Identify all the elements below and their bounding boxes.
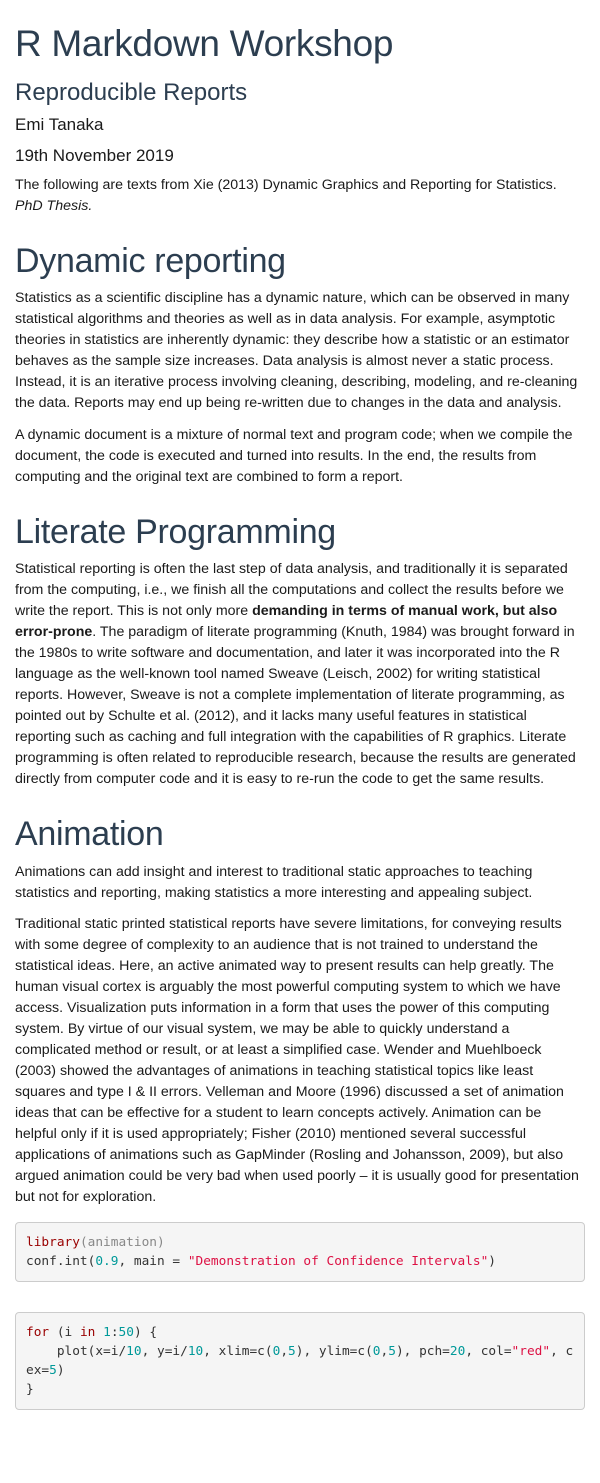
code-number: 5	[388, 1344, 396, 1360]
literate-text-1: Statistical reporting is often the last step of data analysis, and traditionally it is separated from the computing, i.e., we finish all the computations and collect the results before we write the report. This is not only more	[15, 561, 568, 620]
intro-text: The following are texts from Xie (2013) Dynamic Graphics and Reporting for Statistics.	[15, 177, 557, 194]
code-text: , cex=	[26, 1344, 574, 1379]
code-number: 10	[126, 1344, 142, 1360]
code-text: )	[488, 1254, 497, 1270]
code-text: , col=	[465, 1344, 512, 1360]
author: Emi Tanaka	[15, 115, 104, 135]
code-keyword: for	[26, 1325, 50, 1341]
code-block-2[interactable]	[15, 1312, 585, 1410]
code-number: 0.9	[95, 1254, 119, 1270]
animation-paragraph-1: Animations can add insight and interest to traditional static approaches to teaching statistics and reporting, making statistics a more interesting and appealing subject.	[15, 863, 533, 901]
code-string: "Demonstration of Confidence Intervals"	[187, 1254, 489, 1270]
code-text: (i	[49, 1325, 80, 1341]
code-number: 1	[103, 1325, 111, 1341]
code-number: 50	[118, 1325, 134, 1341]
code-text: :	[110, 1325, 119, 1341]
code-text: , main =	[118, 1254, 188, 1270]
intro-italic: PhD Thesis.	[15, 198, 93, 215]
literate-paragraph-1	[15, 559, 585, 790]
literate-bold-text: demanding in terms of manual work, but also error-prone	[15, 603, 558, 641]
code-text: ,	[380, 1344, 389, 1360]
document-subtitle: Reproducible Reports	[15, 78, 248, 106]
code-text: }	[26, 1382, 34, 1398]
dynamic-paragraph-1: Statistics as a scientific discipline has a dynamic nature, which can be observed in many statistical algorithms and theories as well as in data analysis. For example, asymptotic theories in statistics are inherently dynamic: they describe how a statistic or an estimator behaves as the sample size increases. Data analysis is almost never a static process. Instead, it is an iterative process involving cleaning, describing, modeling, and re-cleaning the data. Reports may end up being re-written due to changes in the data and analysis.	[15, 290, 578, 412]
code-text: plot(x=i/	[56, 1344, 127, 1360]
code-number: 20	[449, 1344, 466, 1360]
code-text: ), ylim=c(	[295, 1344, 373, 1360]
code-number: 5	[49, 1363, 57, 1379]
animation-paragraph-2: Traditional static printed statistical reports have severe limitations, for conveying results with some degree of complexity to an audience that is not trained to understand the statistical ideas. Here, an active animated way to present results can help greatly. The human visual cortex is arguably the most powerful computing system to which we have access. Visualization puts information in a form that uses the power of this computing system. By virtue of our visual system, we may be able to quickly understand a complicated method or result, or at least a simplified case. Wender and Muehlboeck (2003) showed the advantages of animations in teaching statistical topics like least squares and type I & II errors. Velleman and Moore (1996) discussed a set of animation ideas that can be effective for a student to learn concepts actively. Animation can be helpful only if it is used appropriately; Fisher (2010) mentioned several successful applications of animations such as GapMinder (Rosling and Johansson, 2009), but also argued animation could be very bad when used poorly – it is usually good for presentation but not for exploration.	[15, 916, 579, 1206]
code-string: "red"	[511, 1344, 551, 1360]
literate-text-2: . The paradigm of literate programming (Knuth, 1984) was brought forward in the 1980s to write software and documentation, and later it was incorporated into the R language as the well-known tool named Sweave (Leisch, 2002) for writing statistical reports. However, Sweave is not a complete implementation of literate programming, as pointed out by Schulte et al. (2012), and it lacks many useful features in statistical reporting such as caching and full integration with the capabilities of R graphics. Literate programming is often related to reproducible research, because the results are generated directly from computer code and it is easy to re-run the code to get the same results.	[15, 624, 576, 788]
date: 19th November 2019	[15, 146, 174, 166]
code-number: 10	[187, 1344, 204, 1360]
dynamic-paragraph-2: A dynamic document is a mixture of normal text and program code; when we compile the document, the code is executed and turned into results. In the end, the results from computing and the original text are combined to form a report.	[15, 426, 573, 485]
heading-dynamic-reporting: Dynamic reporting	[15, 242, 286, 281]
document-title: R Markdown Workshop	[15, 23, 394, 64]
code-number: 0	[372, 1344, 381, 1360]
intro-paragraph	[15, 175, 585, 217]
code-keyword: in	[79, 1325, 96, 1341]
heading-animation: Animation	[15, 815, 164, 854]
code-text: ) {	[133, 1325, 158, 1341]
code-number: 5	[288, 1344, 296, 1360]
code-text: conf.int(	[26, 1254, 96, 1270]
code-text: , y=i/	[141, 1344, 188, 1360]
code-keyword: library	[26, 1235, 80, 1251]
code-block-1[interactable]	[15, 1222, 585, 1282]
code-text: , xlim=c(	[203, 1344, 273, 1360]
code-text	[95, 1325, 103, 1340]
heading-literate-programming: Literate Programming	[15, 512, 336, 551]
code-text: ), pch=	[395, 1344, 450, 1360]
code-number: 0	[272, 1344, 281, 1360]
code-text: ,	[280, 1344, 289, 1360]
code-text: )	[56, 1363, 65, 1379]
code-text: (animation)	[79, 1235, 165, 1251]
